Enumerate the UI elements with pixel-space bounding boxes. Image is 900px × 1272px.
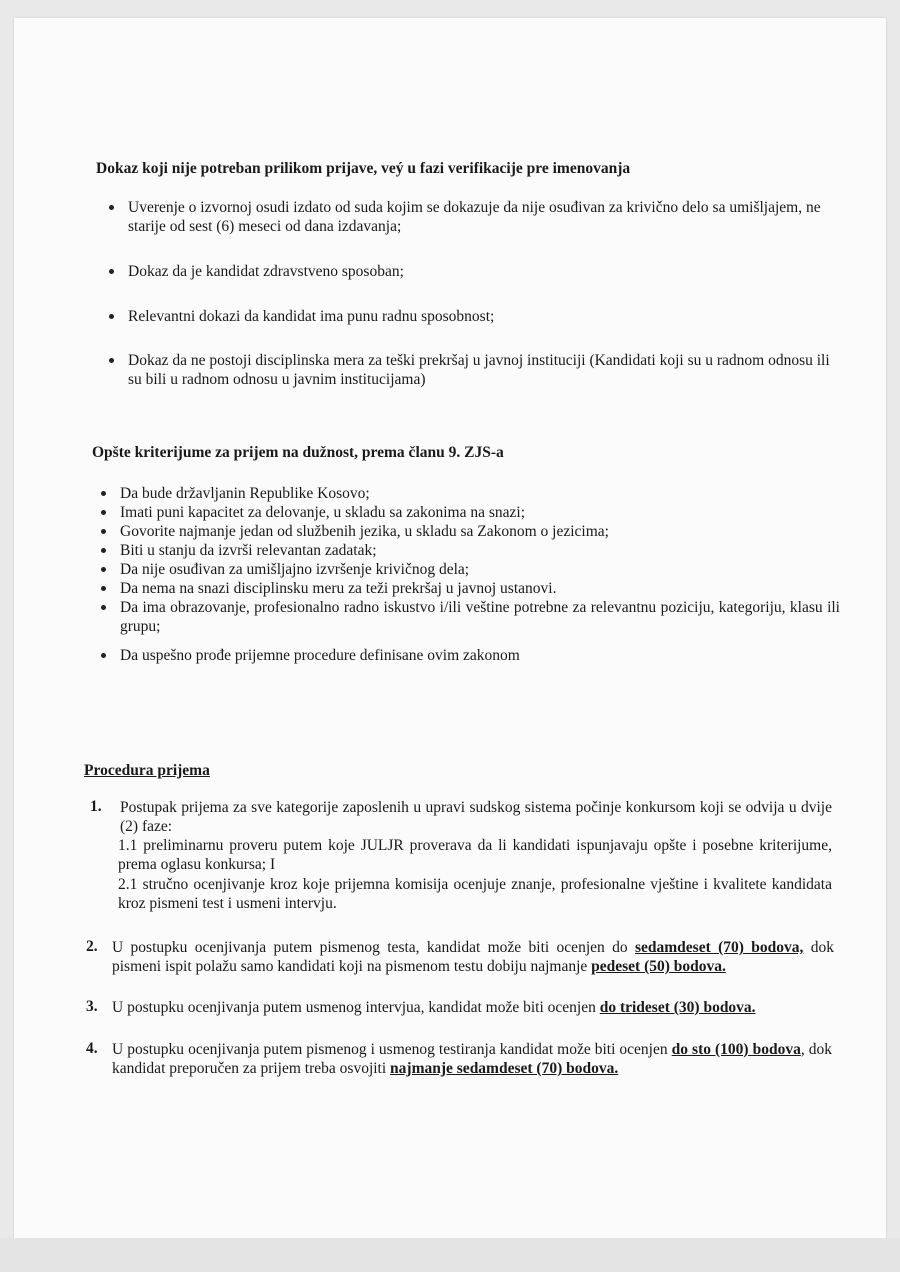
bullet-icon: [101, 491, 106, 496]
bullet-icon: [109, 205, 114, 210]
list-item: Da uspešno prođe prijemne procedure definisane ovim zakonom: [120, 646, 840, 665]
procedure-item-3: U postupku ocenjivanja putem usmenog intervjua, kandidat može biti ocenjen do trideset (30) bodova.: [112, 999, 756, 1016]
procedure-item-2: U postupku ocenjivanja putem pismenog testa, kandidat može biti ocenjen do sedamdeset (70) bodova, dok pismeni ispit polažu samo kandidati koji na pismenom testu dobiju najmanje pedeset (50) bodova.: [112, 939, 834, 975]
scan-border: [0, 1238, 900, 1272]
item-number: 1.: [90, 798, 102, 815]
bullet-icon: [101, 586, 106, 591]
points-100: do sto (100) bodova: [671, 1041, 801, 1058]
list-item: Relevantni dokazi da kandidat ima punu radnu sposobnost;: [128, 307, 838, 326]
list-item: Da ima obrazovanje, profesionalno radno iskustvo i/ili veštine potrebne za relevantnu poziciju, kategoriju, klasu ili grupu;: [120, 598, 840, 636]
list-item: Biti u stanju da izvrši relevantan zadatak;: [120, 541, 840, 560]
bullet-icon: [101, 653, 106, 658]
procedure-subitem-2-1: 2.1 stručno ocenjivanje kroz koje prijemna komisija ocenjuje znanje, profesionalne vještine i kvalitete kandidata kroz pismeni test i usmeni intervju.: [118, 876, 832, 912]
bullet-icon: [109, 358, 114, 363]
points-30: do trideset (30) bodova.: [599, 999, 756, 1016]
item-number: 2.: [86, 938, 98, 955]
list-item: Da bude državljanin Republike Kosovo;: [120, 484, 840, 503]
procedure-item-4: U postupku ocenjivanja putem pismenog i usmenog testiranja kandidat može biti ocenjen do sto (100) bodova, dok kandidat preporučen za prijem treba osvojiti najmanje sedamdeset (70) bodova.: [112, 1041, 833, 1077]
procedure-subitem-1-1: 1.1 preliminarnu proveru putem koje JULJR proverava da li kandidati ispunjavaju opšte i posebne kriterijume, prema oglasu konkursa; I: [118, 837, 832, 873]
list-item: Da nema na snazi disciplinsku meru za teži prekršaj u javnoj ustanovi.: [120, 579, 840, 598]
section-heading-criteria: Opšte kriterijume za prijem na dužnost, prema članu 9. ZJS-a: [92, 444, 504, 461]
item-number: 4.: [86, 1040, 98, 1057]
item-number: 3.: [86, 998, 98, 1015]
list-item: Govorite najmanje jedan od službenih jezika, u skladu sa Zakonom o jezicima;: [120, 522, 840, 541]
bullet-icon: [109, 269, 114, 274]
points-70: sedamdeset (70) bodova,: [634, 939, 804, 956]
bullet-icon: [101, 548, 106, 553]
bullet-icon: [109, 314, 114, 319]
section-heading-procedure: Procedura prijema: [84, 762, 210, 779]
document-page: [14, 18, 886, 1256]
points-min-70: najmanje sedamdeset (70) bodova.: [390, 1060, 619, 1077]
procedure-item-1: Postupak prijema za sve kategorije zaposlenih u upravi sudskog sistema počinje konkursom koji se odvija u dvije (2) faze:: [120, 799, 832, 835]
list-item: Imati puni kapacitet za delovanje, u skladu sa zakonima na snazi;: [120, 503, 840, 522]
bullet-icon: [101, 605, 106, 610]
list-item: Dokaz da ne postoji disciplinska mera za teški prekršaj u javnoj instituciji (Kandidati koji su u radnom odnosu ili su bili u radnom odnosu u javnim institucijama): [128, 351, 838, 389]
list-item: Dokaz da je kandidat zdravstveno sposoban;: [128, 262, 838, 281]
points-50: pedeset (50) bodova.: [591, 958, 726, 975]
section-heading-verification: Dokaz koji nije potreban prilikom prijave, vеý u fazi verifikacije pre imenovanja: [96, 160, 631, 177]
list-item: Uverenje o izvornoj osudi izdato od suda kojim se dokazuje da nije osuđivan za krivično delo sa umišljajem, ne starije od sest (6) meseci od dana izdavanja;: [128, 198, 838, 236]
bullet-icon: [101, 567, 106, 572]
bullet-icon: [101, 510, 106, 515]
bullet-icon: [101, 529, 106, 534]
list-item: Da nije osuđivan za umišljajno izvršenje krivičnog dela;: [120, 560, 840, 579]
